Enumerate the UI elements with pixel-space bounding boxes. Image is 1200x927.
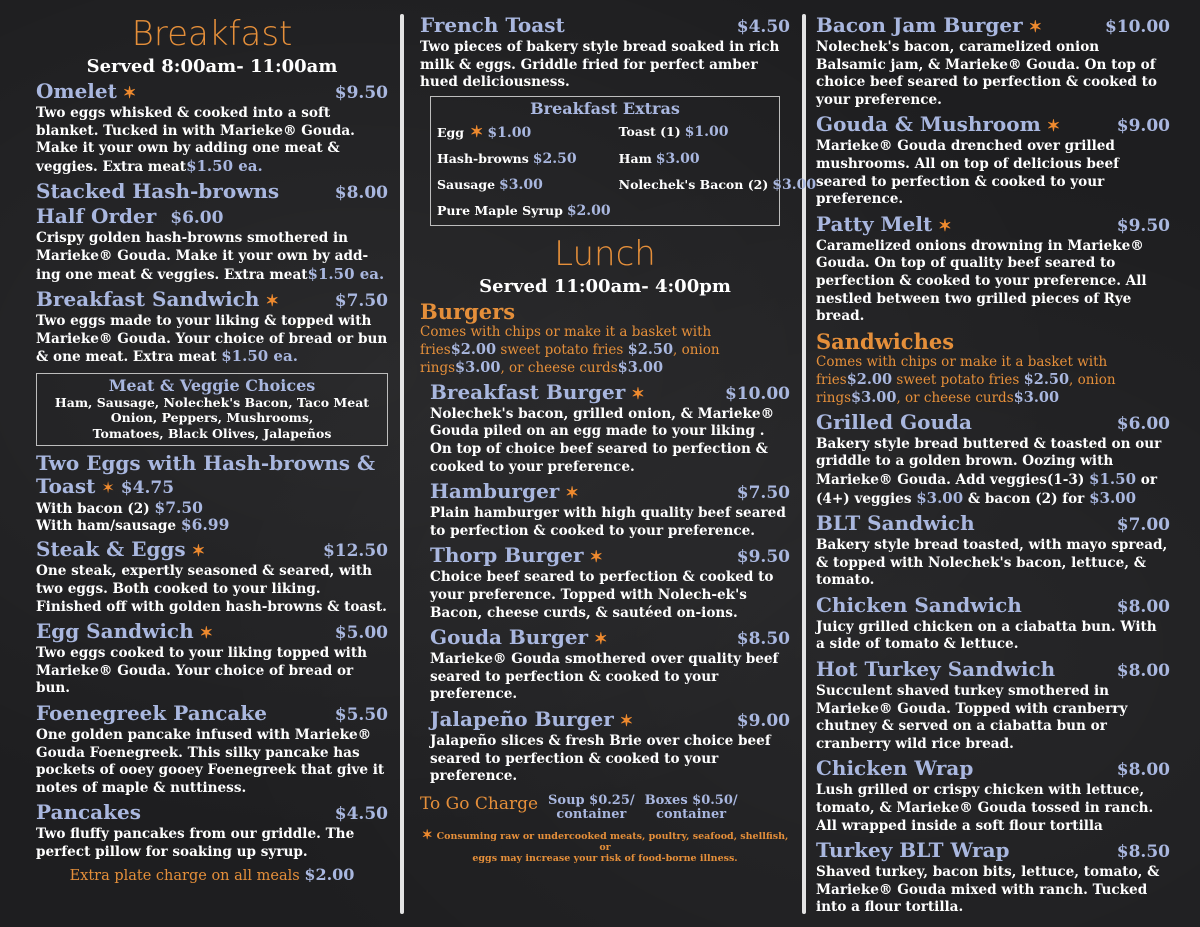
menu-item-hot-turkey xyxy=(816,658,1170,753)
extra-plate-charge xyxy=(36,866,388,885)
item-description xyxy=(36,105,388,176)
item-name xyxy=(36,620,213,644)
menu-item-breakfast-burger xyxy=(430,381,790,476)
extra-ham-price: $3.00 xyxy=(655,150,700,167)
soup-charge: Soup $0.25/ xyxy=(548,792,635,808)
item-price: $7.50 xyxy=(334,291,388,312)
item-name-text: Gouda Burger xyxy=(430,625,589,650)
extra-meat-price: $1.50 ea. xyxy=(186,156,263,175)
item-name xyxy=(430,708,633,732)
note-price-a: $2.00 xyxy=(450,340,497,358)
extra-toast-price: $1.00 xyxy=(684,123,729,140)
note-price-b: $2.50 xyxy=(627,340,674,358)
item-name-text: Hamburger xyxy=(430,479,560,504)
choices-veggies-1: Onion, Peppers, Mushrooms, xyxy=(110,410,314,426)
item-name-text: Gouda & Mushroom xyxy=(816,112,1041,137)
item-price: $7.00 xyxy=(1116,515,1170,536)
item-name xyxy=(816,213,952,237)
extra-syrup-label: Pure Maple Syrup xyxy=(437,202,563,218)
item-description: Marieke® Gouda drenched over grilled mushrooms. All on top of delicious beef seared to perfection & cooked to your preference. xyxy=(816,138,1120,208)
breakfast-column xyxy=(36,14,388,914)
item-name xyxy=(36,288,279,312)
star-icon: ✶ xyxy=(1028,17,1043,36)
extra-egg xyxy=(437,122,611,143)
note-price-d: $3.00 xyxy=(617,358,664,376)
food-safety-warning xyxy=(420,827,790,864)
menu-item-omelet xyxy=(36,80,388,176)
item-description: Plain hamburger with high quality beef seared to perfection & cooked to your preference. xyxy=(430,505,786,539)
extra-meat-price: $1.50 ea. xyxy=(221,347,298,366)
veggies-price-2: $3.00 xyxy=(916,488,964,507)
star-icon: ✶ xyxy=(199,623,214,643)
star-icon: ✶ xyxy=(1046,116,1061,136)
star-icon: ✶ xyxy=(421,827,433,843)
extra-toast-label: Toast (1) xyxy=(618,123,681,139)
extra-ham xyxy=(619,149,816,169)
item-name-text: Omelet xyxy=(36,79,117,103)
extra-hash-price: $2.50 xyxy=(532,150,577,167)
star-icon: ✶ xyxy=(565,483,579,503)
item-description: Lush grilled or crispy chicken with lettuce, tomato, & Marieke® Gouda tossed in ranch. All wrapped inside a soft flour tortilla xyxy=(816,782,1154,834)
note-text-d: , or cheese curds xyxy=(500,359,618,376)
item-name-line2: Toast xyxy=(36,474,96,499)
item-name: French Toast xyxy=(420,13,565,37)
middle-column xyxy=(420,13,817,914)
note-text-a: Comes with chips or make it a basket with fries xyxy=(420,323,712,358)
menu-item-breakfast-sandwich xyxy=(36,288,388,367)
star-icon: ✶ xyxy=(122,83,137,102)
item-name: Pancakes xyxy=(36,800,141,825)
star-icon: ✶ xyxy=(619,710,634,730)
item-price: $4.50 xyxy=(334,804,388,825)
item-name: Chicken Wrap xyxy=(816,756,974,781)
item-description: Succulent shaved turkey smothered in Marieke® Gouda. Topped with cranberry chutney & served on a ciabatta bun or cranberry wild rice bread. xyxy=(816,683,1128,752)
item-price: $5.50 xyxy=(334,705,388,725)
menu-item-patty-melt xyxy=(816,213,1170,326)
note-text-d: , or cheese curds xyxy=(896,389,1014,406)
item-description: Bakery style bread toasted, with mayo spread, & topped with Nolechek's bacon, lettuce, & tomato. xyxy=(816,537,1168,589)
menu-item-turkey-blt-wrap xyxy=(816,839,1170,917)
menu-item-pancakes xyxy=(36,801,388,861)
menu-item-chicken-sandwich xyxy=(816,594,1170,654)
extra-sausage-label: Sausage xyxy=(437,176,496,192)
item-price: $8.00 xyxy=(334,183,388,204)
item-description-text-3: & bacon (2) for xyxy=(967,490,1085,507)
boxes-container: container xyxy=(656,806,727,822)
item-price: $10.00 xyxy=(1104,17,1170,37)
note-text-c: , onion rings xyxy=(816,371,1116,406)
menu-item-steak-eggs xyxy=(36,538,388,616)
breakfast-extras-box xyxy=(430,96,817,226)
to-go-label: To Go Charge xyxy=(420,793,539,814)
note-text-b: sweet potato fries xyxy=(896,371,1020,388)
note-price-d: $3.00 xyxy=(1013,388,1060,406)
burgers-title: Burgers xyxy=(420,298,516,324)
item-description: One golden pancake infused with Marieke® Gouda Foenegreek. This silky pancake has pockets of ooey gooey Foenegreek that give it notes of maple & nuttiness. xyxy=(36,727,385,796)
star-icon: ✶ xyxy=(470,121,484,141)
item-name xyxy=(430,544,603,568)
star-icon: ✶ xyxy=(938,215,952,235)
lunch-title: Lunch xyxy=(554,233,656,274)
note-price-a: $2.00 xyxy=(846,370,893,388)
star-icon: ✶ xyxy=(191,541,206,561)
breakfast-title: Breakfast xyxy=(131,14,293,54)
item-name: Turkey BLT Wrap xyxy=(816,838,1010,863)
item-name xyxy=(36,80,136,104)
item-name-text: Breakfast Burger xyxy=(430,379,626,404)
ham-option-price: $6.99 xyxy=(180,515,230,535)
extra-syrup-price: $2.00 xyxy=(566,202,611,219)
item-price: $9.50 xyxy=(736,547,790,568)
note-price-c: $3.00 xyxy=(851,388,897,406)
star-icon: ✶ xyxy=(594,629,608,649)
menu-item-french-toast xyxy=(420,14,790,92)
star-icon: ✶ xyxy=(589,547,603,567)
star-icon: ✶ xyxy=(101,478,115,498)
note-price-b: $2.50 xyxy=(1023,370,1070,388)
bacon-option-price: $7.50 xyxy=(154,498,203,518)
item-description-text: Bakery style bread buttered & toasted on our griddle to a golden brown. Oozing with Marieke® Gouda. Add veggies(1-3) xyxy=(816,435,1162,488)
item-name-text: Steak & Eggs xyxy=(36,537,186,562)
item-price: $12.50 xyxy=(322,541,388,562)
menu-item-gouda-mushroom xyxy=(816,113,1170,208)
column-divider-left xyxy=(400,14,404,914)
ham-option xyxy=(36,517,388,534)
extra-maple-syrup xyxy=(437,201,611,221)
item-description: Two fluffy pancakes from our griddle. The perfect pillow for soaking up syrup. xyxy=(36,826,355,860)
meat-veggie-choices-box xyxy=(36,373,388,447)
veggies-price-1: $1.50 xyxy=(1089,469,1137,488)
extra-bacon-label: Nolechek's Bacon (2) xyxy=(618,176,769,192)
item-description-text-2: or (4+) veggies xyxy=(816,471,1157,507)
item-name: Grilled Gouda xyxy=(816,409,972,434)
item-price: $8.00 xyxy=(1116,760,1170,781)
item-description-text: Two eggs made to your liking & topped with Marieke® Gouda. Your choice of bread or bun & one meat. Extra meat xyxy=(36,313,388,366)
item-description: One steak, expertly seasoned & seared, with two eggs. Both cooked to your liking. Finished off with golden hash-browns & toast. xyxy=(36,563,387,615)
item-description: Jalapeño slices & fresh Brie over choice beef seared to perfection & cooked to your preference. xyxy=(430,732,771,785)
menu-item-foenegreek-pancake xyxy=(36,702,388,797)
item-description: Two pieces of bakery style bread soaked in rich milk & eggs. Griddle fried for perfect amber hued deliciousness. xyxy=(420,39,780,91)
extra-ham-label: Ham xyxy=(618,150,652,166)
ham-option-label: With ham/sausage xyxy=(36,518,177,535)
extra-egg-price: $1.00 xyxy=(487,124,532,141)
half-order-name: Half Order xyxy=(36,204,157,229)
choices-meats: Ham, Sausage, Nolechek's Bacon, Taco Meat xyxy=(54,394,370,410)
item-price: $4.50 xyxy=(736,17,790,37)
sandwiches-sides-note xyxy=(816,354,1170,407)
warning-line-2: eggs may increase your risk of food-borne illness. xyxy=(472,852,738,864)
bacon-option-label: With bacon (2) xyxy=(36,501,150,518)
item-name-text: Thorp Burger xyxy=(430,543,584,568)
item-name xyxy=(816,113,1060,137)
menu-item-jalapeno-burger xyxy=(430,708,790,786)
item-name-text: Bacon Jam Burger xyxy=(816,13,1023,37)
item-price: $5.00 xyxy=(334,623,388,644)
item-price: $9.00 xyxy=(736,710,790,731)
note-price-c: $3.00 xyxy=(455,358,501,376)
extra-meat-price: $1.50 ea. xyxy=(307,264,385,283)
item-description-text: Crispy golden hash-browns smothered in Marieke® Gouda. Make it your own by add-ing one meat & veggies. Extra meat xyxy=(36,230,369,283)
extra-sausage-price: $3.00 xyxy=(499,176,543,193)
menu-item-hamburger xyxy=(430,480,790,540)
item-price: $7.50 xyxy=(736,483,790,504)
breakfast-served-hours: Served 8:00am- 11:00am xyxy=(86,56,338,77)
item-name: Two Eggs with Hash-browns & xyxy=(36,451,376,476)
plate-charge-price: $2.00 xyxy=(304,864,355,884)
item-name xyxy=(430,626,608,650)
bacon-price: $3.00 xyxy=(1089,488,1137,507)
item-description xyxy=(36,313,388,367)
menu-item-bacon-jam-burger xyxy=(816,14,1170,109)
item-name-text: Egg Sandwich xyxy=(36,619,194,644)
note-text-a: Comes with chips or make it a basket with fries xyxy=(816,353,1108,388)
item-description: Shaved turkey, bacon bits, lettuce, tomato, & Marieke® Gouda mixed with ranch. Tucked into a flour tortilla. xyxy=(816,864,1160,916)
item-description: Choice beef seared to perfection & cooked to your preference. Topped with Nolech-ek's Bacon, cheese curds, & sautéed on-ions. xyxy=(430,569,774,621)
item-price: $9.50 xyxy=(334,83,388,103)
to-go-boxes xyxy=(645,794,738,822)
right-column xyxy=(816,14,1170,914)
menu-item-two-eggs xyxy=(36,452,388,534)
extra-hashbrowns xyxy=(437,149,611,169)
menu-item-hashbrowns xyxy=(36,180,388,284)
item-name xyxy=(430,480,579,504)
extra-bacon xyxy=(619,175,816,195)
soup-container: container xyxy=(556,806,627,822)
item-name xyxy=(816,14,1042,38)
extra-hash-label: Hash-browns xyxy=(437,150,529,166)
item-price: $9.50 xyxy=(1116,215,1170,236)
menu-item-grilled-gouda xyxy=(816,411,1170,508)
menu-item-egg-sandwich xyxy=(36,620,388,698)
item-description: Two eggs cooked to your liking topped with Marieke® Gouda. Your choice of bread or bun. xyxy=(36,645,368,697)
lunch-served-hours: Served 11:00am- 4:00pm xyxy=(479,275,731,297)
star-icon: ✶ xyxy=(631,383,645,403)
item-description: Juicy grilled chicken on a ciabatta bun. With a side of tomato & lettuce. xyxy=(816,618,1157,653)
extra-bacon-price: $3.00 xyxy=(772,176,817,193)
menu-item-blt xyxy=(816,512,1170,590)
extra-toast xyxy=(619,122,816,143)
plate-charge-label: Extra plate charge on all meals xyxy=(69,867,300,884)
item-name: BLT Sandwich xyxy=(816,511,975,536)
menu-item-chicken-wrap xyxy=(816,757,1170,835)
item-price: $10.00 xyxy=(724,383,790,404)
item-price: $4.75 xyxy=(120,478,175,499)
item-description xyxy=(816,436,1170,508)
menu-item-thorp-burger xyxy=(430,544,790,622)
item-description: Caramelized onions drowning in Marieke® Gouda. On top of quality beef seared to perfection & cooked to your preference. All nestled between two grilled pieces of Rye bread. xyxy=(816,237,1147,325)
item-name xyxy=(36,538,205,562)
choices-veggies-2: Tomatoes, Black Olives, Jalapeños xyxy=(92,425,332,441)
to-go-soup xyxy=(548,794,635,822)
burgers-sides-note xyxy=(420,324,790,377)
menu-item-gouda-burger xyxy=(430,626,790,704)
item-name: Chicken Sandwich xyxy=(816,592,1022,617)
note-text-c: , onion rings xyxy=(420,341,720,376)
boxes-charge: Boxes $0.50/ xyxy=(644,792,738,808)
item-name xyxy=(430,381,645,405)
item-description: Nolechek's bacon, grilled onion, & Marieke® Gouda piled on an egg made to your liking . On top of choice beef seared to perfection & cooked to your preference. xyxy=(430,405,775,475)
item-name: Stacked Hash-browns xyxy=(36,179,280,204)
item-price: $9.00 xyxy=(1116,116,1170,137)
item-price: $8.00 xyxy=(1116,596,1170,617)
extras-title: Breakfast Extras xyxy=(530,98,680,118)
item-price: $6.00 xyxy=(1116,413,1170,434)
item-price: $8.50 xyxy=(1116,842,1170,863)
choices-title: Meat & Veggie Choices xyxy=(108,375,316,395)
item-description: Nolechek's bacon, caramelized onion Balsamic jam, & Marieke® Gouda. On top of choice beef seared to perfection & cooked to your preference. xyxy=(816,39,1157,108)
item-name-text: Patty Melt xyxy=(816,211,933,236)
item-name: Foenegreek Pancake xyxy=(36,701,267,725)
note-text-b: sweet potato fries xyxy=(500,341,624,358)
item-price: $8.50 xyxy=(736,629,790,650)
item-price: $8.00 xyxy=(1116,661,1170,682)
extra-sausage xyxy=(437,175,611,195)
half-order-price: $6.00 xyxy=(170,208,224,229)
to-go-charge xyxy=(420,794,790,822)
item-name-text: Breakfast Sandwich xyxy=(36,287,260,312)
star-icon: ✶ xyxy=(265,291,279,311)
item-name: Hot Turkey Sandwich xyxy=(816,657,1056,682)
extra-egg-label: Egg xyxy=(437,124,465,140)
sandwiches-title: Sandwiches xyxy=(816,328,955,354)
item-description-text: Two eggs whisked & cooked into a soft blanket. Tucked in with Marieke® Gouda. Make it your own by adding one meat & veggies. Extra meat xyxy=(36,105,355,175)
item-description: Marieke® Gouda smothered over quality beef seared to perfection & cooked to your preference. xyxy=(430,651,779,703)
item-name-text: Jalapeño Burger xyxy=(430,706,614,731)
warning-line-1: Consuming raw or undercooked meats, poultry, seafood, shellfish, or xyxy=(436,830,789,853)
item-description xyxy=(36,230,388,284)
